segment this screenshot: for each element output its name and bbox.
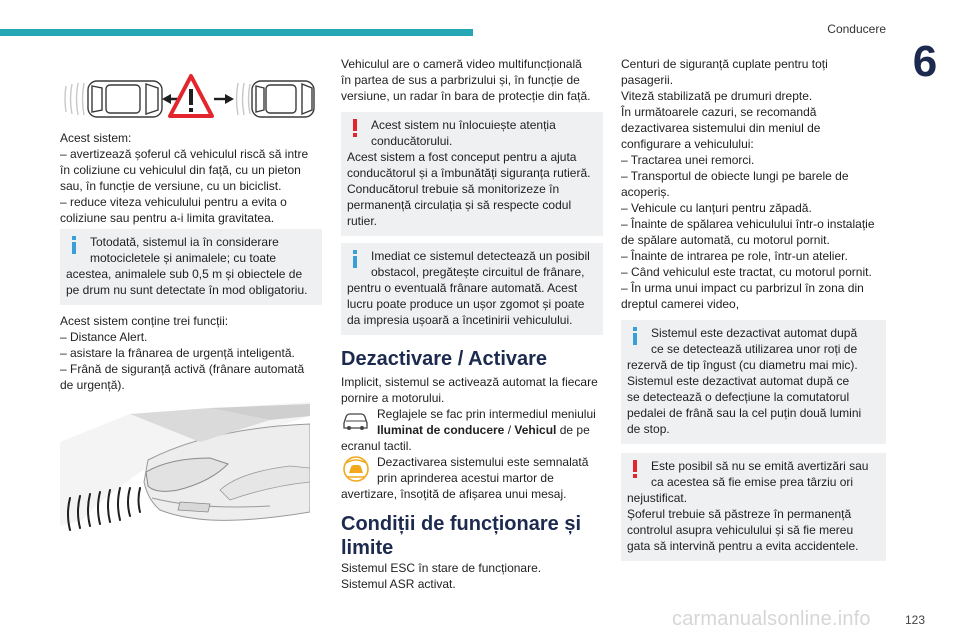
section-title: Conducere: [827, 22, 886, 36]
note-settings: Reglajele se fac prin intermediul meniului Iluminat de conducere / Vehicul de pe: [341, 406, 603, 438]
collision-warning-lamp-icon: [341, 455, 371, 483]
page-number: 123: [905, 613, 926, 627]
menu-name-lighting: Iluminat de conducere: [377, 423, 505, 437]
chapter-number: 6: [912, 37, 938, 86]
heading-conditions: Condiții de funcționare și limite: [341, 513, 582, 559]
warning-box-alerts: Este posibil să nu se emită avertizări sau ca acestea să fie emise prea târziu ori nejustificat. Șoferul trebuie să păstreze în permanență controlul asupra vehiculului și să fie mereu gata să intervină pentru a evita accidentele.: [621, 453, 886, 561]
info-icon: [627, 326, 643, 346]
collision-warning-illustration: [62, 72, 320, 126]
info-icon: [347, 249, 363, 269]
info-box-animals: Totodată, sistemul ia în considerare motocicletele și animalele; cu toate acestea, animalele sub 0,5 m și obiectele de pe drum nu sunt detectate în mod obligatoriu.: [60, 229, 322, 305]
info-box-braking: Imediat ce sistemul detectează un posibil obstacol, pregătește circuitul de frânare, pentru o eventuală frânare automată. Acest lucru poate produce un ușor zgomot și poate da impresia ușoară a încetinirii vehiculului.: [341, 243, 603, 335]
recommendations-paragraph: Centuri de siguranță cuplate pentru toți pasagerii. Viteză stabilizată pe drumuri drepte. În următoarele cazuri, se recomandă dezactivarea sistemului din meniul de configurare a vehiculului: – Tractarea unei remorci. – Transportul de obiecte lungi pe barele de acoperiș. – Vehicule cu lanțuri pentru zăpadă. – Înainte de spălarea vehiculului într-o instalație de spălare automată, cu motorul pornit. – Înainte de intrarea pe role, într-un atelier. – Când vehiculul este tractat, cu motorul pornit. – În urma unui impact cu parbrizul în zona din dreptul camerei video,: [621, 57, 875, 311]
car-settings-icon: [341, 407, 371, 433]
header-accent-bar: [0, 29, 473, 36]
info-box-spare-wheel: Sistemul este dezactivat automat după ce se detectează utilizarea unor roți de rezervă de tip îngust (cu diametru mai mic). Sistemul este dezactivat automat după ce se detectează o defecțiune la comutatorul pedalei de frână sau la cel puțin două lumini de stop.: [621, 320, 886, 444]
exclamation-icon: [347, 118, 363, 138]
functions-paragraph: Acest sistem conține trei funcții: – Distance Alert. – asistare la frânarea de urgență inteligentă. – Frână de siguranță activă (frânare automată de urgență).: [60, 314, 305, 392]
exclamation-icon: [627, 459, 643, 479]
watermark: carmanualsonline.info: [672, 608, 871, 630]
car-radar-illustration: [60, 402, 310, 550]
conditions-paragraph: Sistemul ESC în stare de funcționare. Sistemul ASR activat.: [341, 561, 542, 591]
activation-paragraph: Implicit, sistemul se activează automat la fiecare pornire a motorului.: [341, 375, 598, 405]
intro-paragraph: Acest sistem: – avertizează șoferul că vehiculul riscă să intre în coliziune cu vehiculul din față, cu un pieton sau, în funcție de versiune, cu un biciclist. – reduce viteza vehiculului pentru a evita o coliziune sau pentru a-i limita gravitatea.: [60, 131, 309, 225]
camera-paragraph: Vehiculul are o cameră video multifuncțională în partea de sus a parbrizului și, în funcție de versiune, un radar în bara de protecție din față.: [341, 57, 591, 103]
note-deactivation-lamp: Dezactivarea sistemului este semnalată prin aprinderea acestui martor de: [341, 454, 603, 486]
heading-deactivation: Dezactivare / Activare: [341, 348, 548, 370]
info-icon: [66, 235, 82, 255]
warning-box-attention: Acest sistem nu înlocuiește atenția conducătorului. Acest sistem a fost conceput pentru a ajuta conducătorul și a îmbunătăți siguranța rutieră. Conducătorul trebuie să monitorizeze în permanență circulația și să respecte codul rutier.: [341, 112, 603, 236]
menu-name-vehicle: Vehicul: [514, 423, 557, 437]
